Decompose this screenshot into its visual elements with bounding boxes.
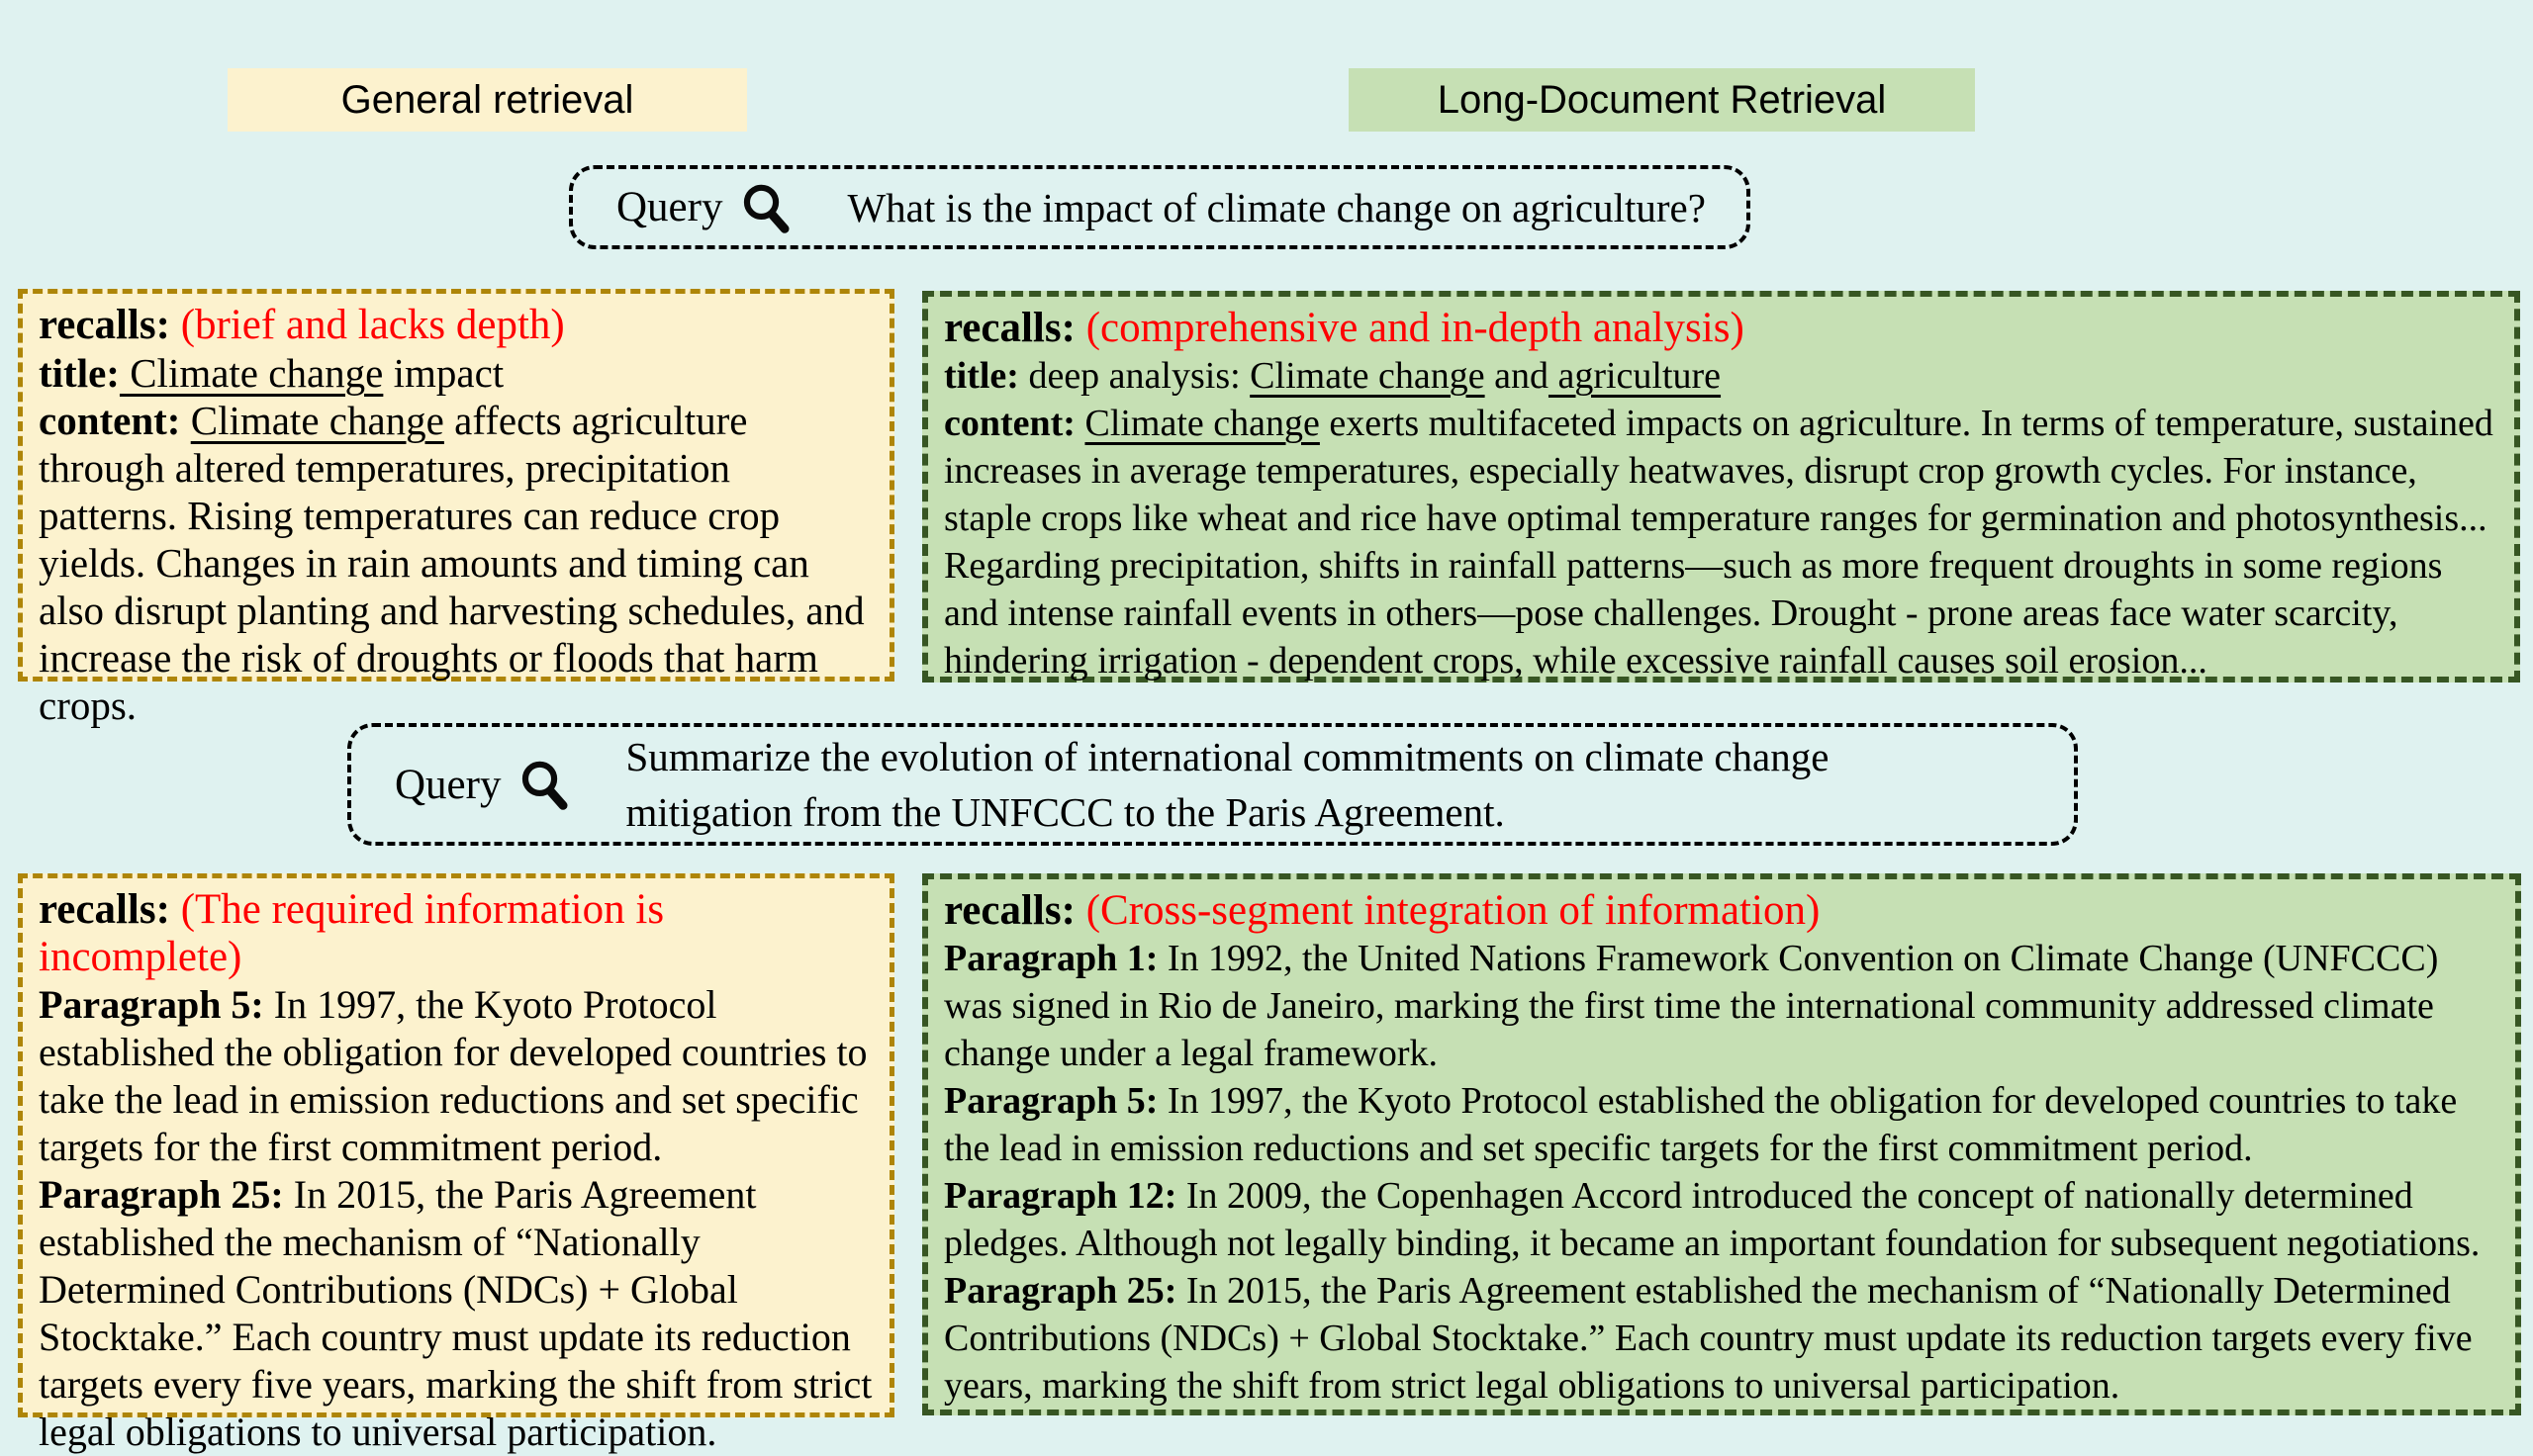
recall-paragraph: Paragraph 25: In 2015, the Paris Agreement established the mechanism of “Nationally Determined Contributions (NDCs) + Global Stocktake.” Each country must update its reduction targets every five years, marking the shift from strict legal obligations to universal participation. — [39, 1172, 873, 1454]
recall-title: title: Climate change impact — [39, 350, 505, 396]
recall-title: title: deep analysis: Climate change and agriculture — [944, 355, 1722, 397]
search-icon — [516, 757, 572, 812]
long-document-recall-box-2 — [922, 873, 2521, 1415]
recall-annotation: (Cross-segment integration of information) — [1085, 887, 1821, 934]
query-text: Summarize the evolution of international commitments on climate change mitigation from the UNFCCC to the Paris Agreement. — [625, 734, 1829, 835]
recall-annotation: (The required information is incomplete) — [39, 886, 665, 980]
search-icon — [738, 180, 794, 235]
general-retrieval-header: General retrieval — [228, 68, 747, 132]
long-document-recall-box-1 — [922, 291, 2520, 682]
general-recall-box-2 — [18, 873, 894, 1454]
recall-paragraph: Paragraph 12: In 2009, the Copenhagen Accord introduced the concept of nationally determined pledges. Although not legally binding, it became an important foundation for subsequent negotiations. — [944, 1175, 2481, 1264]
recall-paragraph: Paragraph 25: In 2015, the Paris Agreement established the mechanism of “Nationally Determined Contributions (NDCs) + Global Stocktake.” Each country must update its reduction targets every five years, marking the shift from strict legal obligations to universal participation. — [944, 1270, 2473, 1407]
recall-paragraph: Paragraph 5: In 1997, the Kyoto Protocol established the obligation for developed countries to take the lead in emission reductions and set specific targets for the first commitment period. — [39, 982, 868, 1169]
recall-paragraph: Paragraph 1: In 1992, the United Nations Framework Convention on Climate Change (UNFCCC) was signed in Rio de Janeiro, marking the first time the international community addressed climate change under a legal framework. — [944, 938, 2439, 1074]
recalls-line: recalls: (The required information is incomplete) — [39, 886, 665, 980]
long-document-retrieval-header: Long-Document Retrieval — [1349, 68, 1975, 132]
recall-annotation: (brief and lacks depth) — [180, 302, 565, 348]
recalls-line: recalls: (brief and lacks depth) — [39, 302, 565, 348]
query-text: What is the impact of climate change on agriculture? — [847, 184, 1706, 230]
recall-content: content: Climate change affects agriculture through altered temperatures, precipitation patterns. Rising temperatures can reduce crop yields. Changes in rain amounts and timing can also disrupt planting and harvesting schedules, and increase the risk of droughts or floods that harm crops. — [39, 398, 865, 728]
general-recall-box-1 — [18, 289, 894, 728]
query-box-1 — [569, 165, 1750, 249]
query-label: Query — [616, 184, 723, 230]
query-box-2 — [347, 723, 2078, 846]
recall-annotation: (comprehensive and in-depth analysis) — [1085, 305, 1744, 351]
recall-paragraph: Paragraph 5: In 1997, the Kyoto Protocol established the obligation for developed countries to take the lead in emission reductions and set specific targets for the first commitment period. — [944, 1080, 2458, 1169]
recalls-line: recalls: (comprehensive and in-depth analysis) — [944, 305, 1744, 351]
query-label: Query — [395, 761, 502, 808]
recall-content: content: Climate change exerts multifaceted impacts on agriculture. In terms of temperature, sustained increases in average temperatures, especially heatwaves, disrupt crop growth cycles. For instance, staple crops like wheat and rice have optimal temperature ranges for germination and photosynthesis... Regarding precipitation, shifts in rainfall patterns—such as more frequent droughts in some regions and intense rainfall events in others—pose challenges. Drought - prone areas face water scarcity, hindering irrigation - dependent crops, while excessive rainfall causes soil erosion... — [944, 403, 2493, 682]
recalls-line: recalls: (Cross-segment integration of information) — [944, 887, 1821, 934]
